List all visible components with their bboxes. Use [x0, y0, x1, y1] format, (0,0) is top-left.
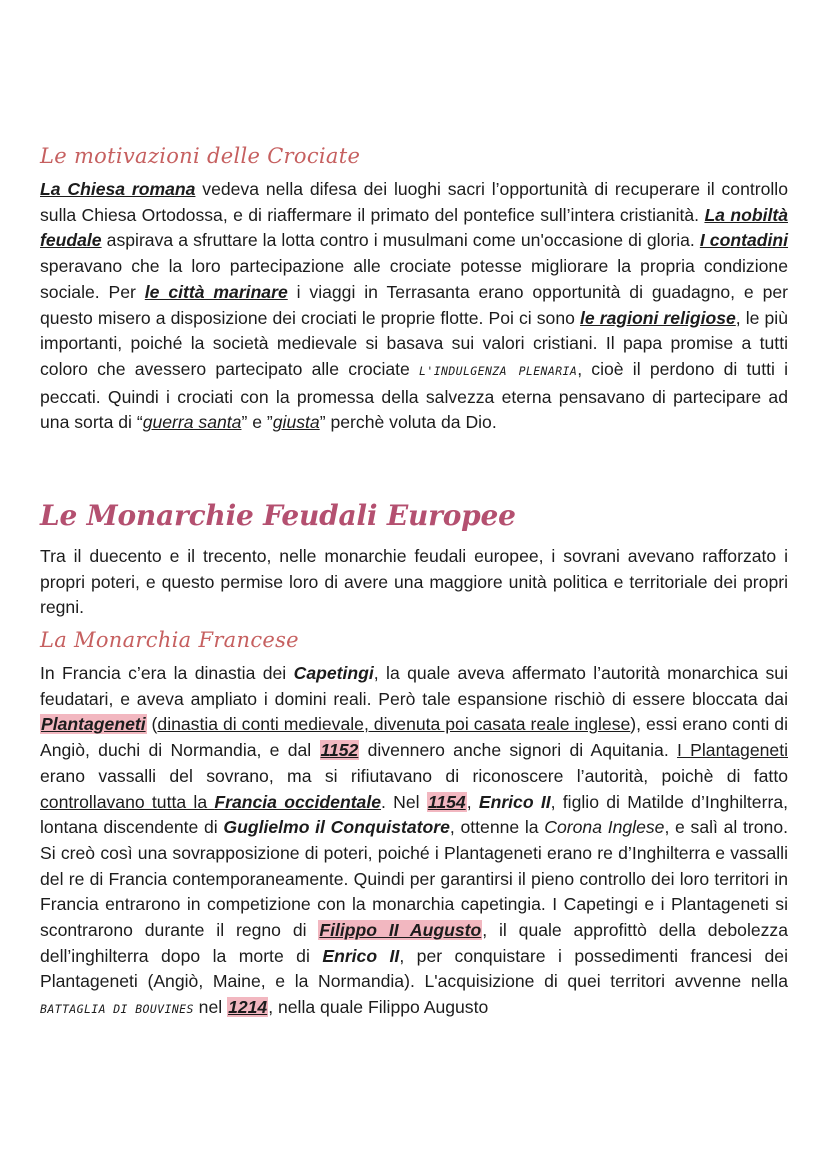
text-run: i viaggi in Terrasanta erano opportunità di guadagno, e per questo misero a disposizione dei crociati le proprie flotte. Poi ci sono	[40, 281, 789, 328]
heading-motivazioni-crociate: Le motivazioni delle Crociate	[40, 144, 361, 168]
text-run: , e salì al trono. Si creò così una sovrapposizione di poteri, poiché i Plantageneti erano re d’Inghilterra e vassalli del re di Francia contemporaneamente. Quindi per garantirsi il pieno controllo dei loro territori in Francia entrarono in competizione con la monarchia capetingia. I Capetingi e i Plantageneti si scontrarono durante il regno di	[40, 817, 789, 941]
term-battaglia-bouvines: BATTAGLIA DI BOUVINES	[40, 1002, 194, 1017]
text-run: , le più importanti, poiché la società medievale si basava sui valori cristiani. Il papa promise a tutti coloro che avessero partecipato alle crociate	[40, 307, 788, 379]
term-enrico-ii-2: Enrico II	[322, 945, 400, 966]
text-run: , figlio di Matilde d’Inghilterra, lontana discendente di	[40, 791, 788, 838]
text-run: ,	[466, 791, 479, 812]
text-run: divennero anche signori di Aquitania.	[359, 740, 677, 761]
text-run: , il quale approfittò della debolezza dell’inghilterra dopo la morte di	[40, 920, 789, 966]
paragraph-monarchia-francese	[40, 661, 788, 1023]
text-run: vedeva nella difesa dei luoghi sacri l’opportunità di recuperare il controllo sulla Chiesa Ortodossa, e di riaffermare il primato del pontefice sull’intera cristianità.	[40, 179, 788, 225]
heading-monarchia-francese: La Monarchia Francese	[40, 628, 299, 652]
term-guglielmo: Guglielmo il Conquistatore	[223, 817, 450, 838]
date-1214: 1214	[228, 997, 268, 1018]
term-citta-marinare: le città marinare	[144, 281, 288, 302]
term-contadini: I contadini	[699, 230, 789, 251]
date-1152: 1152	[320, 740, 359, 761]
date-1154: 1154	[427, 791, 466, 812]
text-run: , ottenne la	[449, 817, 545, 838]
text-run: ” perchè voluta da Dio.	[319, 412, 497, 433]
term-indulgenza-plenaria: L'INDULGENZA PLENARIA	[419, 363, 578, 378]
text-run: In Francia c’era la dinastia dei	[40, 663, 294, 683]
term-chiesa-romana: La Chiesa romana	[40, 179, 196, 199]
term-filippo-ii-augusto: Filippo II Augusto	[319, 920, 482, 941]
term-nobilta-feudale: La nobiltà feudale	[40, 204, 788, 251]
paragraph-motivazioni	[40, 177, 788, 436]
text-run: ” e ”	[241, 412, 273, 433]
term-i-plantageneti: I Plantageneti	[677, 740, 788, 761]
term-enrico-ii: Enrico II	[478, 791, 551, 812]
term-francia-occidentale: Francia occidentale	[214, 791, 382, 812]
text-run: erano vassalli del sovrano, ma si rifiutavano di riconoscere l’autorità, poichè di fatto	[40, 765, 788, 786]
term-capetingi: Capetingi	[293, 663, 374, 683]
text-run: nel	[193, 997, 228, 1018]
text-run: . Nel	[381, 791, 427, 812]
term-plantageneti: Plantageneti	[41, 714, 146, 735]
note-dinastia: dinastia di conti medievale, divenuta poi casata reale inglese	[157, 714, 631, 735]
note-controllavano: controllavano tutta la	[40, 791, 215, 812]
text-run: , la quale aveva affermato l’autorità monarchica sui feudatari, e aveva ampliato i domini reali. Però tale espansione rischiò di essere bloccata dai	[40, 663, 788, 709]
term-giusta: giusta	[272, 412, 320, 433]
text-run: , nella quale Filippo Augusto	[268, 997, 489, 1018]
heading-monarchie-feudali: Le Monarchie Feudali Europee	[40, 499, 516, 532]
text-run: ), essi erano conti di Angiò, duchi di Normandia, e dal	[40, 714, 788, 761]
text-run: , per conquistare i possedimenti francesi dei Plantageneti (Angiò, Maine, e la Normandia). L'acquisizione di quei territori avvenne nella	[40, 945, 788, 992]
term-corona-inglese: Corona Inglese	[544, 817, 665, 838]
paragraph-monarchie-feudali: Tra il duecento e il trecento, nelle monarchie feudali europee, i sovrani avevano rafforzato i propri poteri, e questo permise loro di avere una maggiore unità politica e territoriale dei propri regni.	[40, 546, 788, 618]
term-ragioni-religiose: le ragioni religiose	[579, 307, 736, 328]
text-run: (	[146, 714, 158, 735]
text-run: , cioè il perdono di tutti i peccati. Quindi i crociati con la promessa della salvezza eterna pensavano di partecipare ad una sorta di “	[40, 358, 789, 433]
text-run: speravano che la loro partecipazione alle crociate potesse migliorare la propria condizione sociale. Per	[40, 256, 788, 302]
text-run: aspirava a sfruttare la lotta contro i musulmani come un'occasione di gloria.	[101, 230, 700, 251]
term-guerra-santa: guerra santa	[142, 412, 242, 433]
